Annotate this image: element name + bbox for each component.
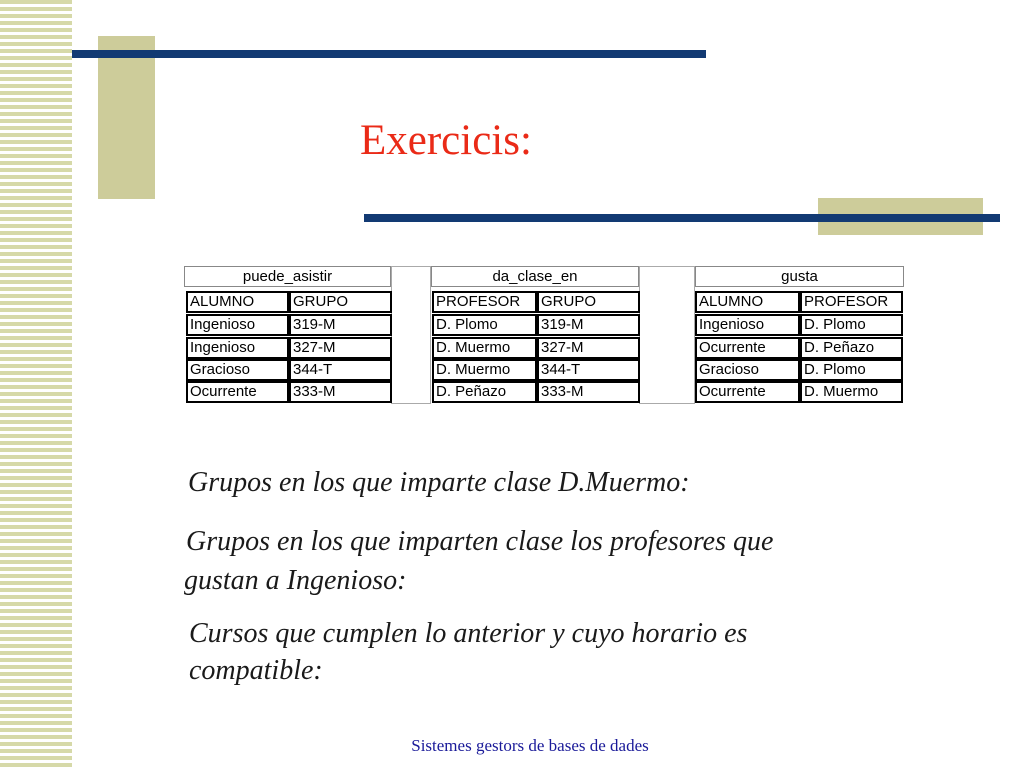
question-3-line-1: Cursos que cumplen lo anterior y cuyo horario es	[189, 618, 748, 649]
table-cell: D. Plomo	[800, 314, 903, 336]
table-column-header: PROFESOR	[432, 291, 537, 313]
decorative-stripes	[0, 0, 72, 768]
table-cell: 344-T	[289, 359, 392, 381]
decorative-block-top	[98, 36, 155, 199]
table-cell: D. Plomo	[432, 314, 537, 336]
footer-text: Sistemes gestors de bases de dades	[411, 736, 649, 755]
slide-title: Exercicis:	[360, 117, 532, 164]
table-header-puede-asistir: puede_asistir	[184, 266, 391, 287]
table-spacer	[639, 266, 695, 404]
question-2-line-1: Grupos en los que imparten clase los profesores que	[186, 526, 774, 557]
question-3-line-2: compatible:	[189, 655, 323, 686]
table-cell: 319-M	[289, 314, 392, 336]
table-cell: D. Peñazo	[432, 381, 537, 403]
table-cell: 327-M	[537, 337, 640, 359]
table-cell: 319-M	[537, 314, 640, 336]
table-column-header: GRUPO	[289, 291, 392, 313]
decorative-bar-bottom	[364, 214, 1000, 222]
table-cell: Gracioso	[186, 359, 289, 381]
table-cell: Ocurrente	[695, 381, 800, 403]
table-cell: Ocurrente	[695, 337, 800, 359]
table-cell: 333-M	[537, 381, 640, 403]
table-header-da-clase-en: da_clase_en	[431, 266, 639, 287]
table-spacer	[391, 266, 431, 404]
table-cell: Ingenioso	[186, 314, 289, 336]
table-cell: Ingenioso	[695, 314, 800, 336]
table-column-header: GRUPO	[537, 291, 640, 313]
table-cell: Ocurrente	[186, 381, 289, 403]
table-cell: 344-T	[537, 359, 640, 381]
table-header-gusta: gusta	[695, 266, 904, 287]
table-cell: 333-M	[289, 381, 392, 403]
table-cell: D. Muermo	[432, 359, 537, 381]
table-cell: D. Muermo	[800, 381, 903, 403]
table-column-header: PROFESOR	[800, 291, 903, 313]
table-column-header: ALUMNO	[695, 291, 800, 313]
table-cell: D. Peñazo	[800, 337, 903, 359]
table-column-header: ALUMNO	[186, 291, 289, 313]
decorative-bar-top	[72, 50, 706, 58]
question-2-line-2: gustan a Ingenioso:	[184, 565, 407, 596]
tables-area	[184, 266, 904, 406]
table-cell: D. Plomo	[800, 359, 903, 381]
table-cell: Ingenioso	[186, 337, 289, 359]
table-cell: Gracioso	[695, 359, 800, 381]
table-cell: 327-M	[289, 337, 392, 359]
question-1: Grupos en los que imparte clase D.Muermo:	[188, 467, 690, 498]
table-cell: D. Muermo	[432, 337, 537, 359]
